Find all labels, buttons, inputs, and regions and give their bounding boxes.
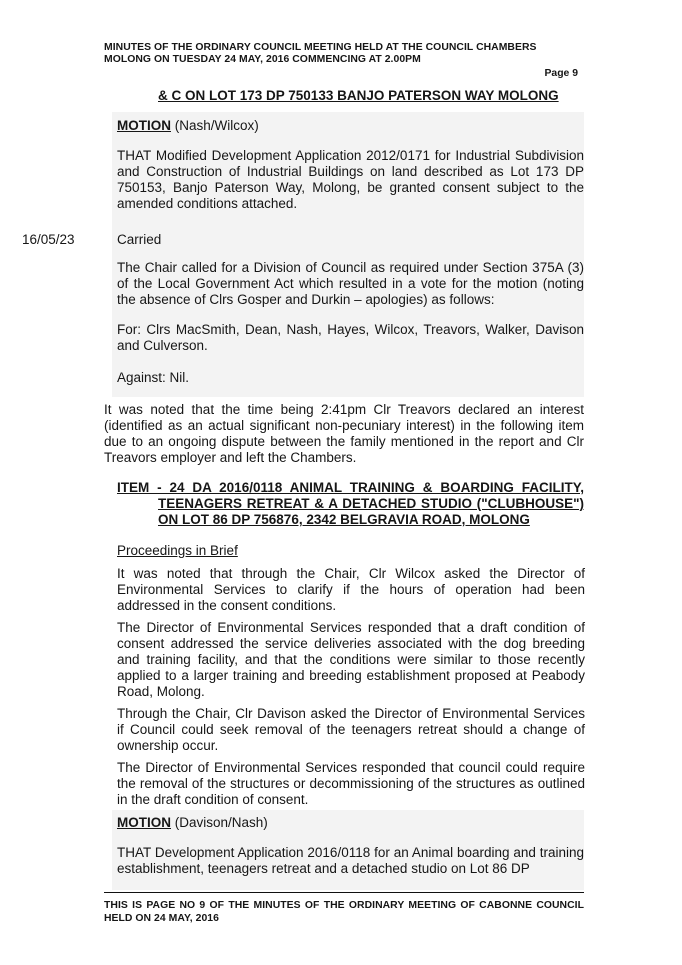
proceedings-paragraph-3: Through the Chair, Clr Davison asked the Director of Environmental Services if Council could seek removal of the teenagers retreat should a change of ownership occur. [117, 706, 585, 753]
proceedings-label: Proceedings in Brief [117, 543, 238, 558]
interest-note: It was noted that the time being 2:41pm Clr Treavors declared an interest (identified as an actual significant non-pecuniary interest) in the following item due to an ongoing dispute between the family mentioned in the report and Clr Treavors employer and left the Chambers. [104, 402, 584, 465]
page-number: Page 9 [544, 68, 578, 79]
motion-2-heading [117, 815, 584, 831]
division-against: Against: Nil. [117, 370, 190, 385]
footer-rule [104, 892, 584, 893]
item-continued-title: & C ON LOT 173 DP 750133 BANJO PATERSON WAY MOLONG [158, 88, 559, 103]
motion-label: MOTION [117, 118, 171, 133]
page-footer: THIS IS PAGE NO 9 OF THE MINUTES OF THE ORDINARY MEETING OF CABONNE COUNCIL HELD ON 24 MAY, 2016 [104, 900, 584, 924]
motion-text: THAT Modified Development Application 2012/0171 for Industrial Subdivision and Construction of Industrial Buildings on land described as Lot 173 DP 750153, Banjo Paterson Way, Molong, be granted consent subject to the amended conditions attached. [117, 148, 584, 211]
proceedings-paragraph-4: The Director of Environmental Services responded that council could require the removal of the structures or decommissioning of the structures as outlined in the draft condition of consent. [117, 760, 585, 807]
item-24-title [117, 480, 584, 528]
item-24-title-line-3: ON LOT 86 DP 756876, 2342 BELGRAVIA ROAD, MOLONG [158, 512, 530, 527]
motion-movers: (Nash/Wilcox) [171, 118, 259, 133]
motion-heading [117, 118, 584, 134]
proceedings-heading [117, 543, 585, 559]
item-24-title-line-2: TEENAGERS RETREAT & A DETACHED STUDIO ("CLUBHOUSE") [158, 496, 584, 511]
item-24-title-line-1: ITEM - 24 DA 2016/0118 ANIMAL TRAINING & BOARDING FACILITY, [117, 480, 584, 495]
proceedings-paragraph-1: It was noted that through the Chair, Clr Wilcox asked the Director of Environmental Services to clarify if the hours of operation had been addressed in the consent conditions. [117, 566, 585, 613]
division-for: For: Clrs MacSmith, Dean, Nash, Hayes, Wilcox, Treavors, Walker, Davison and Culverson. [117, 322, 584, 353]
resolution-number: 16/05/23 [22, 232, 75, 247]
minutes-header [104, 42, 584, 66]
motion-2-text: THAT Development Application 2016/0118 for an Animal boarding and training establishment, teenagers retreat and a detached studio on Lot 86 DP [117, 845, 584, 876]
motion-2-movers: (Davison/Nash) [171, 815, 268, 830]
header-line-2: MOLONG ON TUESDAY 24 MAY, 2016 COMMENCING AT 2.00PM [104, 54, 421, 65]
header-line-1: MINUTES OF THE ORDINARY COUNCIL MEETING HELD AT THE COUNCIL CHAMBERS [104, 42, 537, 53]
motion-result: Carried [117, 232, 162, 247]
proceedings-paragraph-2: The Director of Environmental Services responded that a draft condition of consent addressed the service deliveries associated with the dog breeding and training facility, and that the conditions were similar to those recently applied to a larger training and breeding establishment proposed at Peabody Road, Molong. [117, 620, 585, 699]
division-paragraph: The Chair called for a Division of Council as required under Section 375A (3) of the Local Government Act which resulted in a vote for the motion (noting the absence of Clrs Gosper and Durkin – apologies) as follows: [117, 260, 584, 307]
motion-2-label: MOTION [117, 815, 171, 830]
